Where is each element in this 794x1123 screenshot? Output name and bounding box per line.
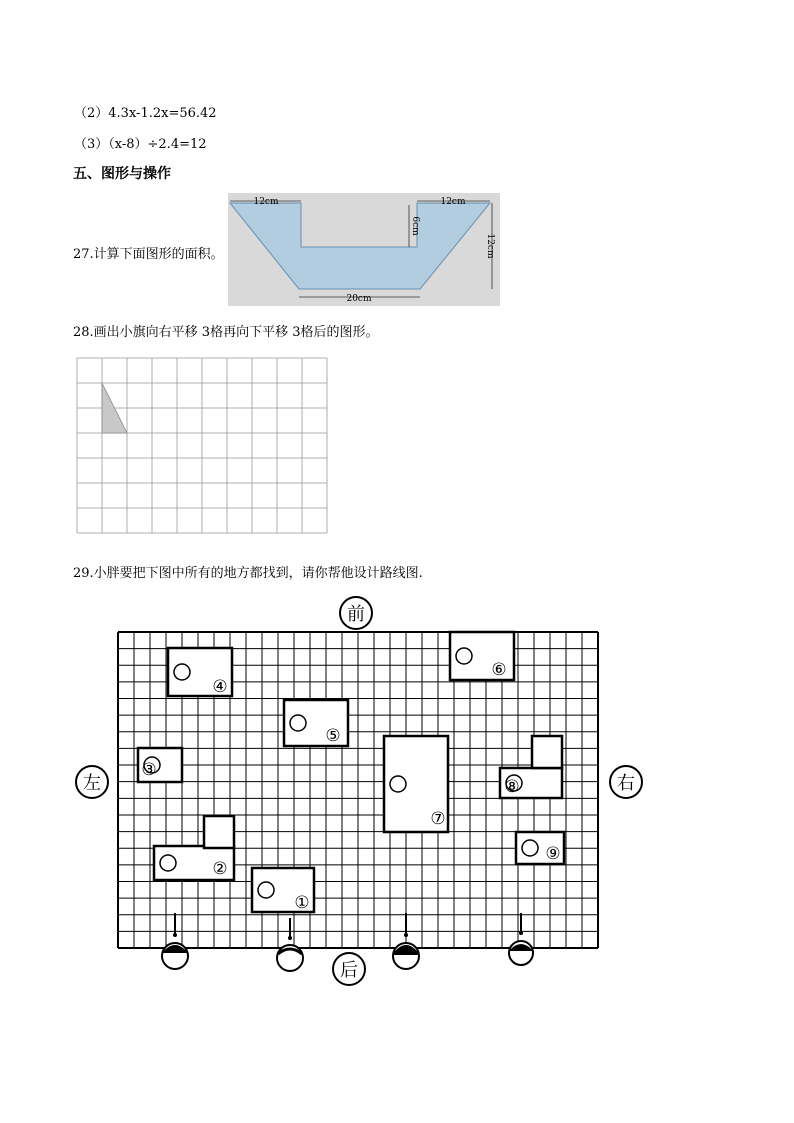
place-number: ⑥ xyxy=(491,660,507,680)
q29-text: 29.小胖要把下图中所有的地方都找到，请你帮他设计路线图. xyxy=(73,566,423,581)
equation-3: （3）（x-8）÷2.4=12 xyxy=(74,137,207,152)
section-title: 五、图形与操作 xyxy=(73,166,171,182)
q28-text: 28.画出小旗向右平移 3格再向下平移 3格后的图形。 xyxy=(73,325,379,340)
q28-grid xyxy=(75,356,337,538)
q27-label-bottom: 20cm xyxy=(346,294,372,304)
direction-right xyxy=(610,766,642,798)
place-number: ⑤ xyxy=(325,726,341,746)
q27-label-depth: 6cm xyxy=(410,216,420,236)
place-box-frame xyxy=(204,816,234,848)
direction-back xyxy=(333,953,365,985)
q27-text: 27.计算下面图形的面积。 xyxy=(73,247,224,262)
place-box xyxy=(138,748,182,782)
place-box xyxy=(384,736,448,832)
svg-text:后: 后 xyxy=(340,960,358,981)
q29-map xyxy=(72,588,648,996)
equation-2: （2）4.3x-1.2x=56.42 xyxy=(74,106,217,121)
place-box xyxy=(284,700,348,746)
svg-text:左: 左 xyxy=(83,773,101,794)
q27-label-height: 12cm xyxy=(485,233,495,259)
place-number: ③ xyxy=(141,760,157,780)
svg-text:前: 前 xyxy=(347,604,365,625)
direction-front xyxy=(340,597,372,629)
svg-text:右: 右 xyxy=(617,773,635,794)
q27-figure xyxy=(228,193,500,306)
direction-left xyxy=(76,766,108,798)
place-number: ⑨ xyxy=(545,844,561,864)
q27-label-top-right: 12cm xyxy=(440,197,466,207)
place-box xyxy=(516,832,564,864)
place-box xyxy=(450,632,514,680)
child-icon xyxy=(277,918,303,971)
place-number: ① xyxy=(294,893,310,913)
child-icon xyxy=(509,913,533,965)
place-number: ④ xyxy=(212,677,228,697)
place-box xyxy=(500,736,562,798)
place-box xyxy=(168,648,232,697)
place-box-frame xyxy=(532,736,562,768)
q27-label-top-left: 12cm xyxy=(253,197,279,207)
place-number: ⑧ xyxy=(504,777,520,797)
place-number: ② xyxy=(212,859,228,879)
place-number: ⑦ xyxy=(430,809,446,829)
place-box xyxy=(252,868,314,913)
